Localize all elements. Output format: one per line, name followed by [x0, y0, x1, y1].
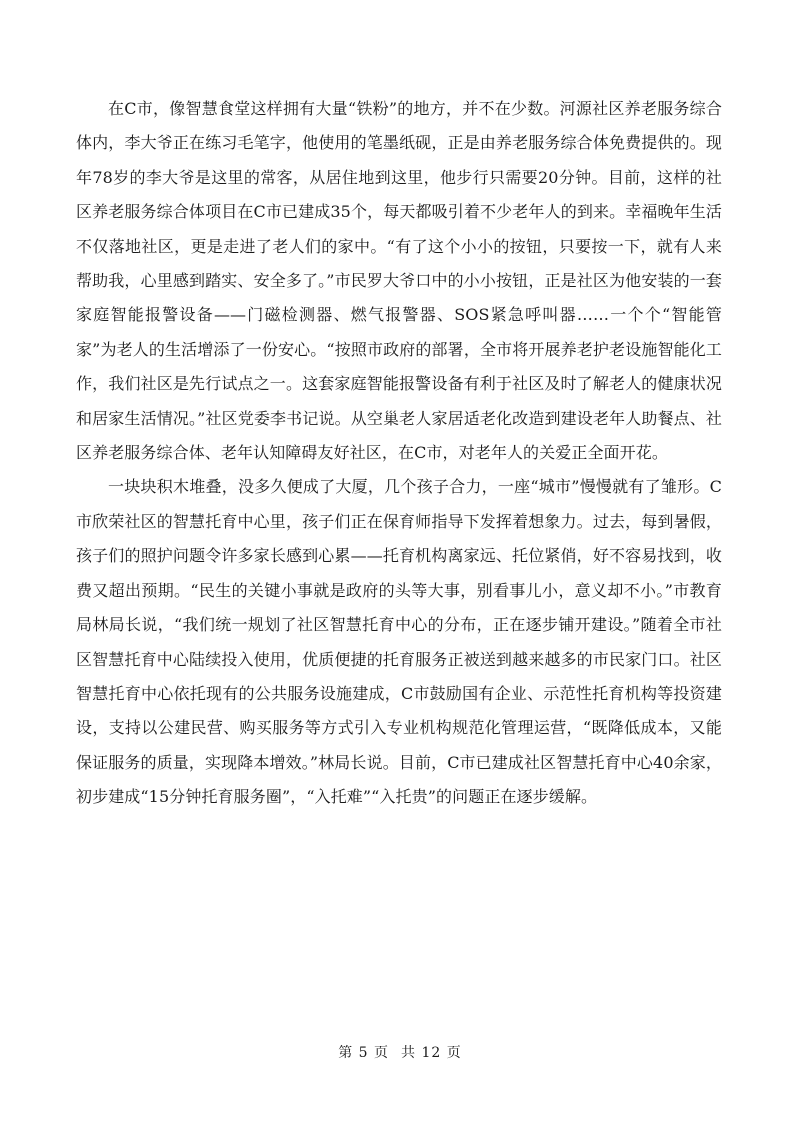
paragraph-childcare: 一块块积木堆叠，没多久便成了大厦，几个孩子合力，一座“城市”慢慢就有了雏形。C市欣荣社区的智慧托育中心里，孩子们正在保育师指导下发挥着想象力。过去，每到暑假，孩子们的照护问题令许多家长感到心累——托育机构离家远、托位紧俏，好不容易找到，收费又超出预期。“民生的关键小事就是政府的头等大事，别看事儿小，意义却不小。”市教育局林局长说，“我们统一规划了社区智慧托育中心的分布，正在逐步铺开建设。”随着全市社区智慧托育中心陆续投入使用，优质便捷的托育服务正被送到越来越多的市民家门口。社区智慧托育中心依托现有的公共服务设施建成，C市鼓励国有企业、示范性托育机构等投资建设，支持以公建民营、购买服务等方式引入专业机构规范化管理运营，“既降低成本，又能保证服务的质量，实现降本增效。”林局长说。目前，C市已建成社区智慧托育中心40余家，初步建成“15分钟托育服务圈”，“入托难”“入托贵”的问题正在逐步缓解。 — [76, 477, 722, 807]
paragraph-elderly-care: 在C市，像智慧食堂这样拥有大量“铁粉”的地方，并不在少数。河源社区养老服务综合体内，李大爷正在练习毛笔字，他使用的笔墨纸砚，正是由养老服务综合体免费提供的。现年78岁的李大爷是这里的常客，从居住地到这里，他步行只需要20分钟。目前，这样的社区养老服务综合体项目在C市已建成35个，每天都吸引着不少老年人的到来。幸福晚年生活不仅落地社区，更是走进了老人们的家中。“有了这个小小的按钮，只要按一下，就有人来帮助我，心里感到踏实、安全多了。”市民罗大爷口中的小小按钮，正是社区为他安装的一套家庭智能报警设备——门磁检测器、燃气报警器、SOS紧急呼叫器……一个个“智能管家”为老人的生活增添了一份安心。“按照市政府的部署，全市将开展养老护老设施智能化工作，我们社区是先行试点之一。这套家庭智能报警设备有利于社区及时了解老人的健康状况和居家生活情况。”社区党委李书记说。从空巢老人家居适老化改造到建设老年人助餐点、社区养老服务综合体、老年认知障碍友好社区，在C市，对老年人的关爱正全面开花。 — [76, 99, 722, 463]
page-number: 第 5 页 — [338, 1045, 390, 1061]
page-footer — [0, 1043, 800, 1063]
document-body — [76, 92, 722, 815]
page-total: 共 12 页 — [401, 1045, 462, 1061]
